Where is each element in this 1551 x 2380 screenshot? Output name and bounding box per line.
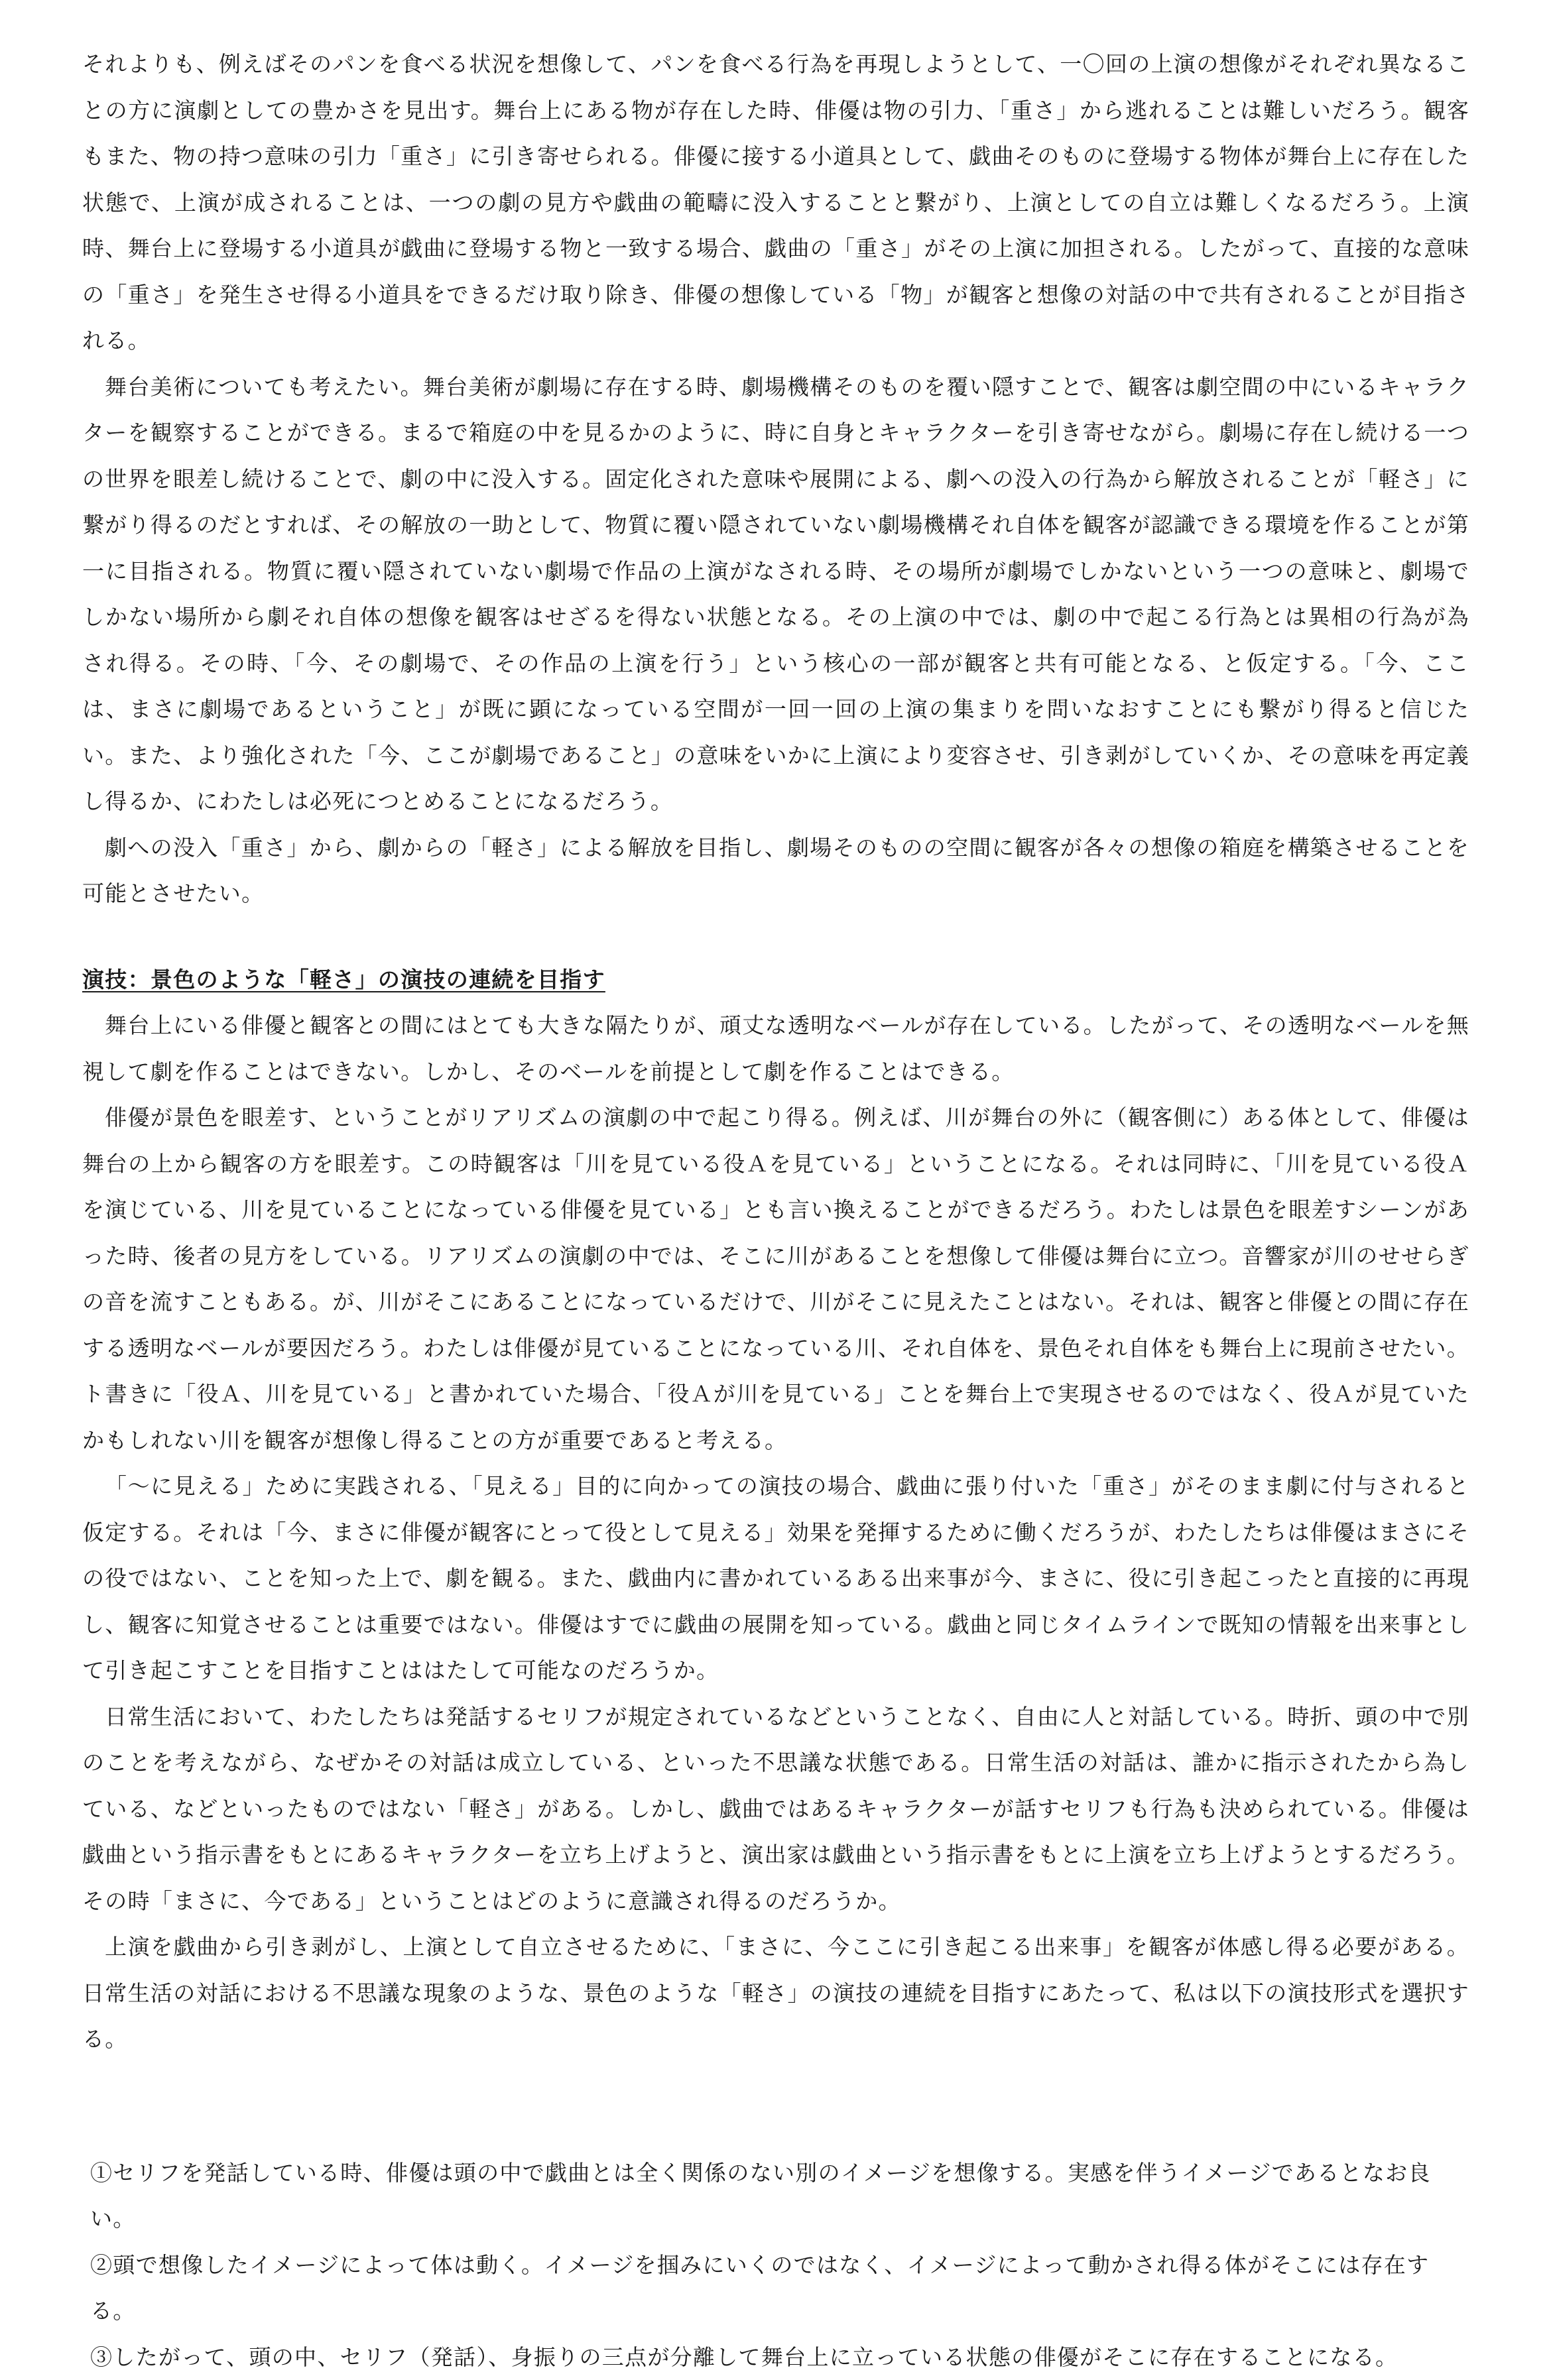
body-paragraph: 舞台美術についても考えたい。舞台美術が劇場に存在する時、劇場機構そのものを覆い隠すことで、観客は劇空間の中にいるキャラクターを観察することができる。まるで箱庭の中を見るかのように、時に自身とキャラクターを引き寄せながら。劇場に存在し続ける一つの世界を眼差し続けることで、劇の中に没入する。固定化された意味や展開による、劇への没入の行為から解放されることが「軽さ」に繋がり得るのだとすれば、その解放の一助として、物質に覆い隠されていない劇場機構それ自体を観客が認識できる環境を作ることが第一に目指される。物質に覆い隠されていない劇場で作品の上演がなされる時、その場所が劇場でしかないという一つの意味と、劇場でしかない場所から劇それ自体の想像を観客はせざるを得ない状態となる。その上演の中では、劇の中で起こる行為とは異相の行為が為され得る。その時、「今、その劇場で、その作品の上演を行う」という核心の一部が観客と共有可能となる、と仮定する。「今、ここは、まさに劇場であるということ」が既に顕になっている空間が一回一回の上演の集まりを問いなおすことにも繋がり得ると信じたい。また、より強化された「今、ここが劇場であること」の意味をいかに上演により変容させ、引き剥がしていくか、その意味を再定義し得るか、にわたしは必死につとめることになるだろう。 — [82, 364, 1469, 825]
body-paragraph: 上演を戯曲から引き剥がし、上演として自立させるために、「まさに、今ここに引き起こる出来事」を観客が体感し得る必要がある。日常生活の対話における不思議な現象のような、景色のような「軽さ」の演技の連続を目指すにあたって、私は以下の演技形式を選択する。 — [82, 1924, 1469, 2062]
list-spacer — [82, 2062, 1469, 2150]
list-item: ①セリフを発話している時、俳優は頭の中で戯曲とは全く関係のない別のイメージを想像する。実感を伴うイメージであるとなお良い。 — [90, 2150, 1469, 2242]
body-paragraph: 日常生活において、わたしたちは発話するセリフが規定されているなどということなく、自由に人と対話している。時折、頭の中で別のことを考えながら、なぜかその対話は成立している、といった不思議な状態である。日常生活の対話は、誰かに指示されたから為している、などといったものではない「軽さ」がある。しかし、戯曲ではあるキャラクターが話すセリフも行為も決められている。俳優は戯曲という指示書をもとにあるキャラクターを立ち上げようと、演出家は戯曲という指示書をもとに上演を立ち上げようとするだろう。その時「まさに、今である」ということはどのように意識され得るのだろうか。 — [82, 1694, 1469, 1925]
section-spacer — [82, 917, 1469, 957]
body-paragraph: 劇への没入「重さ」から、劇からの「軽さ」による解放を目指し、劇場そのものの空間に観客が各々の想像の箱庭を構築させることを可能とさせたい。 — [82, 825, 1469, 917]
body-paragraph: 俳優が景色を眼差す、ということがリアリズムの演劇の中で起こり得る。例えば、川が舞台の外に（観客側に）ある体として、俳優は舞台の上から観客の方を眼差す。この時観客は「川を見ている役Ａを見ている」ということになる。それは同時に、「川を見ている役Ａを演じている、川を見ていることになっている俳優を見ている」とも言い換えることができるだろう。わたしは景色を眼差すシーンがあった時、後者の見方をしている。リアリズムの演劇の中では、そこに川があることを想像して俳優は舞台に立つ。音響家が川のせせらぎの音を流すこともある。が、川がそこにあることになっているだけで、川がそこに見えたことはない。それは、観客と俳優との間に存在する透明なベールが要因だろう。わたしは俳優が見ていることになっている川、それ自体を、景色それ自体をも舞台上に現前させたい。ト書きに「役Ａ、川を見ている」と書かれていた場合、「役Ａが川を見ている」ことを舞台上で実現させるのではなく、役Ａが見ていたかもしれない川を観客が想像し得ることの方が重要であると考える。 — [82, 1095, 1469, 1463]
document-page — [82, 41, 1469, 2380]
list-item: ②頭で想像したイメージによって体は動く。イメージを掴みにいくのではなく、イメージによって動かされ得る体がそこには存在する。 — [90, 2242, 1469, 2334]
body-paragraph: 「〜に見える」ために実践される、「見える」目的に向かっての演技の場合、戯曲に張り付いた「重さ」がそのまま劇に付与されると仮定する。それは「今、まさに俳優が観客にとって役として見える」効果を発揮するために働くだろうが、わたしたちは俳優はまさにその役ではない、ことを知った上で、劇を観る。また、戯曲内に書かれているある出来事が今、まさに、役に引き起こったと直接的に再現し、観客に知覚させることは重要ではない。俳優はすでに戯曲の展開を知っている。戯曲と同じタイムラインで既知の情報を出来事として引き起こすことを目指すことははたして可能なのだろうか。 — [82, 1463, 1469, 1694]
list-item: ③したがって、頭の中、セリフ（発話）、身振りの三点が分離して舞台上に立っている状態の俳優がそこに存在することになる。 — [90, 2334, 1469, 2380]
body-paragraph: 舞台上にいる俳優と観客との間にはとても大きな隔たりが、頑丈な透明なベールが存在している。したがって、その透明なベールを無視して劇を作ることはできない。しかし、そのベールを前提として劇を作ることはできる。 — [82, 1002, 1469, 1095]
body-paragraph: それよりも、例えばそのパンを食べる状況を想像して、パンを食べる行為を再現しようとして、一〇回の上演の想像がそれぞれ異なることの方に演劇としての豊かさを見出す。舞台上にある物が存在した時、俳優は物の引力、「重さ」から逃れることは難しいだろう。観客もまた、物の持つ意味の引力「重さ」に引き寄せられる。俳優に接する小道具として、戯曲そのものに登場する物体が舞台上に存在した状態で、上演が成されることは、一つの劇の見方や戯曲の範疇に没入することと繋がり、上演としての自立は難しくなるだろう。上演時、舞台上に登場する小道具が戯曲に登場する物と一致する場合、戯曲の「重さ」がその上演に加担される。したがって、直接的な意味の「重さ」を発生させ得る小道具をできるだけ取り除き、俳優の想像している「物」が観客と想像の対話の中で共有されることが目指される。 — [82, 41, 1469, 364]
section-heading: 演技：景色のような「軽さ」の演技の連続を目指す — [82, 957, 1469, 1003]
numbered-list — [82, 2150, 1469, 2380]
